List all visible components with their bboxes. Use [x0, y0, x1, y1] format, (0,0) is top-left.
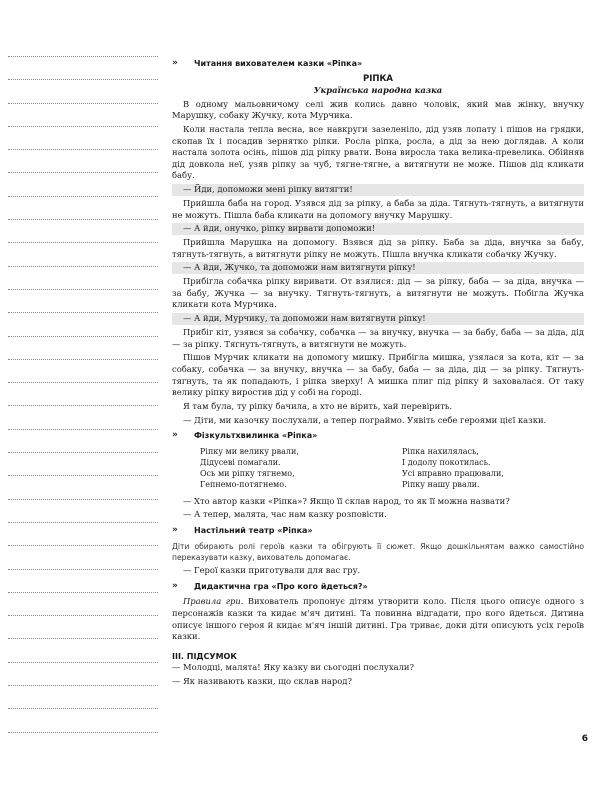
note-line — [8, 149, 158, 150]
tale-title: РІПКА — [362, 73, 394, 84]
tale-paragraph: — А йди, Мурчику, та допоможи нам витягнути ріпку! — [172, 313, 584, 325]
note-line — [8, 615, 158, 616]
tale-heading — [172, 74, 584, 96]
note-line — [8, 382, 158, 383]
section-heading-game — [172, 581, 584, 593]
tale-paragraph: Прийшла Марушка на допомогу. Взявся дід за ріпку. Баба за діда, внучка за бабу, тягнуть-тягнуть, а витягнути ріпку не можуть. Пішла внучка кликати собачку Жучку. — [172, 237, 584, 259]
section-title: Читання вихователем казки «Ріпка» — [194, 59, 363, 68]
note-line — [8, 475, 158, 476]
section-title: Дидактична гра «Про кого йдеться?» — [194, 581, 368, 591]
tale-paragraph: — А йди, Жучко, та допоможи нам витягнути ріпку! — [172, 262, 584, 274]
tale-paragraph: Прийшла баба на город. Узявся дід за ріпку, а баба за діда. Тягнуть-тягнуть, а витягнути не можуть. Пішла баба кликати на допомогу внучку Марушку. — [172, 197, 584, 220]
tale-paragraph: В одному мальовничому селі жив колись давно чоловік, який мав жінку, внучку Марушку, собаку Жучку, кота Мурчика. — [172, 98, 584, 121]
question-line: — Хто автор казки «Ріпка»? Якщо її склав народ, то як її можна назвати? — [183, 495, 510, 506]
note-line — [8, 196, 158, 197]
note-line — [8, 452, 158, 453]
game-rules-text: Вихователь пропонує дітям утворити коло. Після цього описує одного з персонажів казки та кидає м'яч дитині. Та повинна відгадати, про кого йдеться. Дитина описує іншого героя й кидає м'яч іншій дитині. Гра триває, доки діти описують усіх героїв казки. — [172, 596, 584, 642]
note-line — [8, 219, 158, 220]
section-heading-reading — [172, 58, 584, 70]
theatre-line: — Герої казки приготували для вас гру. — [183, 565, 361, 576]
tale-subtitle: Українська народна казка — [313, 84, 443, 95]
tale-paragraph: — Йди, допоможи мені ріпку витягти! — [172, 184, 584, 196]
note-line — [8, 545, 158, 546]
tale-paragraph: — Діти, ми казочку послухали, а тепер пограймо. Уявіть себе героями цієї казки. — [183, 414, 547, 425]
double-arrow-icon: » — [172, 580, 177, 591]
section-title: Настільний театр «Ріпка» — [194, 526, 313, 536]
tale-paragraph: Коли настала тепла весна, все навкруги зазеленіло, дід узяв лопату і пішов на грядки, скопав їх і посадив зернятко ріпки. Росла ріпка, росла, а дід за нею доглядав. А коли настала золота осінь, пішов дід ріпку рвати. Вона виросла така велика-превелика. Обійняв дід довкола неї, узяв ріпку за чуб, тягне-тягне, а витягнути не може. Пішов дід кликати бабу. — [172, 123, 584, 181]
note-line — [8, 405, 158, 406]
poem — [172, 446, 584, 491]
note-line — [8, 242, 158, 243]
note-line — [8, 103, 158, 104]
tale-paragraph: Прибіг кіт, узявся за собачку, собачка — за внучку, внучка — за бабу, баба — за діда, дід — за ріпку. Тягнуть-тягнуть, а витягнути не можуть. — [172, 326, 584, 349]
note-line — [8, 172, 158, 173]
note-line — [8, 569, 158, 570]
page-number: 6 — [581, 734, 588, 744]
poem-line: Ріпку ми велику рвали, — [200, 446, 299, 456]
notes-margin — [8, 56, 158, 755]
page-content — [172, 54, 584, 690]
game-rules-label: Правила гри. — [183, 596, 244, 607]
tale-paragraph: — А йди, онучко, ріпку вирвати допоможи! — [172, 223, 584, 235]
note-line — [8, 289, 158, 290]
poem-line: Ріпку нашу рвали. — [402, 480, 480, 490]
poem-line: Ріпка нахилялась, — [402, 446, 479, 456]
note-line — [8, 359, 158, 360]
section-title: Фізкультхвилинка «Ріпка» — [194, 431, 318, 441]
question-line: — А тепер, малята, час нам казку розповісти. — [183, 509, 387, 520]
double-arrow-icon: » — [172, 430, 177, 441]
poem-line: Усі вправно працювали, — [402, 469, 504, 479]
note-line — [8, 708, 158, 709]
note-line — [8, 56, 158, 57]
note-line — [8, 522, 158, 523]
note-line — [8, 638, 158, 639]
tale-paragraph: Прибігла собачка ріпку виривати. От взялися: дід — за ріпку, баба — за діда, внучка — за бабу, Жучка — за внучку. Тягнуть-тягнуть, а витягнути не можуть. Побігла Жучка кликати кота Мурчика. — [172, 276, 584, 310]
poem-line: І додолу покотилась. — [402, 458, 491, 468]
note-line — [8, 312, 158, 313]
note-line — [8, 685, 158, 686]
note-line — [8, 429, 158, 430]
poem-line: Ось ми ріпку тягнемо, — [200, 469, 295, 479]
game-rules — [172, 596, 584, 642]
note-line — [8, 126, 158, 127]
summary-line: — Як називають казки, що склав народ? — [172, 676, 352, 687]
summary-heading: ІІІ. ПІДСУМОК — [172, 651, 237, 661]
poem-column-right — [402, 446, 584, 491]
poem-column-left — [200, 446, 382, 491]
note-line — [8, 79, 158, 80]
note-line — [8, 336, 158, 337]
poem-line: Дідусеві помагали. — [200, 458, 281, 468]
double-arrow-icon: » — [172, 525, 177, 536]
theatre-note: Діти обирають ролі героїв казки та обігрують її сюжет. Якщо дошкільнятам важко самостійно переказувати казку, вихователь допомагає. — [172, 541, 584, 562]
note-line — [8, 592, 158, 593]
tale-paragraph: Я там була, ту ріпку бачила, а хто не вірить, хай перевірить. — [183, 400, 453, 411]
note-line — [8, 499, 158, 500]
note-line — [8, 266, 158, 267]
summary-line: — Молодці, малята! Яку казку ви сьогодні послухали? — [172, 662, 414, 673]
section-heading-theatre — [172, 525, 584, 537]
note-line — [8, 732, 158, 733]
tale-paragraph: Пішов Мурчик кликати на допомогу мишку. Прибігла мишка, узялася за кота, кіт — за собаку, собачка — за внучку, внучка — за бабу, баба — за діда, дід — за ріпку. Тягнуть-тягнуть, та як попадають, і ріпка зверху! А мишка плиг під ріпку й заховалася. От таку велику ріпку виростив дід у собі на городі. — [172, 352, 584, 398]
double-arrow-icon: » — [172, 58, 177, 68]
note-line — [8, 662, 158, 663]
section-heading-physical — [172, 430, 584, 442]
poem-line: Гепнемо-потягнемо. — [200, 480, 287, 490]
